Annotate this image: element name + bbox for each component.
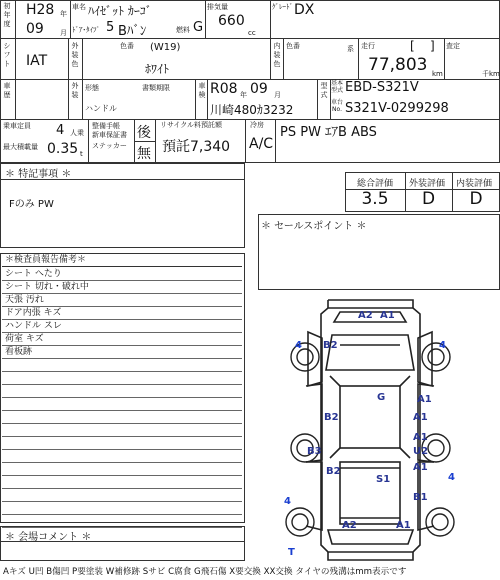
mark-g-roof: G (377, 392, 386, 403)
cc-unit: cc (248, 29, 256, 37)
sales-point-title: ＊ セールスポイント ＊ (261, 221, 367, 232)
payload-value: 0.35 (47, 141, 79, 157)
mark-b2-left: B2 (323, 340, 338, 351)
assessment-label: 査定 (446, 42, 460, 50)
mileage-value: 77,803 (368, 55, 428, 75)
color-name: ﾎﾜｲﾄ (145, 62, 170, 76)
tire-rr: 4 (448, 472, 455, 483)
history-label: 車歴 (3, 82, 11, 99)
month-unit: 月 (60, 29, 67, 37)
special-remarks-box (0, 163, 245, 248)
mark-b1: B1 (413, 492, 428, 503)
inspector-report-row: ハンドル スレ (2, 320, 242, 333)
inspector-report-title: ＊検査員報告備考＊ (2, 254, 242, 267)
fuel-value: G (193, 20, 204, 35)
mileage-brackets: [ ] (410, 39, 435, 53)
sales-point-box (258, 214, 500, 290)
year-unit: 年 (60, 10, 67, 18)
inspector-report-row: ドア内張 キズ (2, 307, 242, 320)
inspector-report-row (2, 359, 242, 372)
tire-rl: 4 (284, 496, 291, 507)
inspection-nen: 年 (240, 91, 247, 99)
inspector-report-row (2, 424, 242, 437)
car-name-label: 車名 (72, 3, 86, 11)
special-remarks-text: Fのみ PW (9, 199, 54, 210)
interior-color-label: 内装色 (273, 42, 281, 68)
capacity-unit: 人乗 (70, 129, 84, 137)
mark-s1: S1 (376, 474, 391, 485)
color-code: (W19) (150, 42, 181, 53)
inspection-month: 09 (250, 81, 268, 97)
equipment-list: PS PW ｴｱB ABS (280, 125, 377, 140)
special-remarks-title: ＊ 特記事項 ＊ (5, 169, 72, 180)
ac-label: 冷房 (250, 121, 264, 129)
grade-label: ｸﾞﾚｰﾄﾞ (272, 3, 293, 11)
inspector-report-row (2, 411, 242, 424)
overall-score: 3.5 (361, 189, 389, 209)
docs-deadline-label: 書類期限 (142, 84, 170, 92)
displacement-label: 排気量 (207, 3, 228, 11)
exterior-label: 外装 (71, 82, 79, 99)
mark-a1-rear: A1 (396, 520, 411, 531)
inspector-report-row: 看板跡 (2, 346, 242, 359)
inspector-report-row (2, 450, 242, 463)
inspector-report-row (2, 476, 242, 489)
interior-kei: 系 (347, 45, 354, 53)
inspector-report-row (2, 398, 242, 411)
recycle-label: リサイクル料預託額 (160, 121, 223, 129)
inspector-report-row: シート へたり (2, 268, 242, 281)
mark-b2-door: B2 (324, 412, 339, 423)
mark-a1-rear-right: A1 (413, 462, 428, 473)
warranty-label: 新車保証書 (92, 131, 127, 139)
first-reg-label: 初年度 (3, 2, 11, 28)
capacity-value: 4 (56, 123, 65, 138)
reg-year: H28 (26, 2, 55, 18)
doors-label: ﾄﾞｱ･ﾀｲﾌﾟ (72, 26, 100, 34)
displacement-value: 660 (218, 13, 245, 29)
doors-value: 5 (106, 20, 115, 35)
model-value: EBD-S321V (345, 80, 419, 95)
license-plate: 川崎480ｶ3232 (210, 103, 294, 117)
mark-a2-front: A2 (358, 310, 373, 321)
car-condition-diagram (270, 290, 500, 565)
exterior-score-label: 外装評価 (409, 179, 446, 189)
mileage-unit: km (432, 70, 443, 78)
inspector-report-row (2, 437, 242, 450)
tire-fr: 4 (439, 340, 446, 351)
capacity-label: 乗車定員 (3, 122, 31, 130)
mark-a2-rear: A2 (342, 520, 357, 531)
mark-a1-front: A1 (380, 310, 395, 321)
inspector-report-row: シート 切れ・破れ中 (2, 281, 242, 294)
mark-b2-rear: B2 (326, 466, 341, 477)
damage-legend: Aキズ U凹 B傷凹 P要塗装 W補修跡 Sサビ C腐食 G飛石傷 X要交換 XX交換 タイヤの残溝はmm表示です (3, 567, 407, 577)
interior-score-label: 内装評価 (456, 179, 493, 189)
inspection-era: R08 (210, 81, 238, 97)
sticker-value: 無 (137, 146, 151, 162)
mark-u2: U2 (413, 446, 429, 457)
type-side-label: 型式 (320, 82, 328, 99)
mark-b3: B3 (307, 446, 322, 457)
type-label: 形態 (85, 84, 99, 92)
tire-spare: T (288, 547, 295, 558)
inspector-report-row (2, 372, 242, 385)
car-name: ﾊｲｾﾞｯﾄ ｶｰｺﾞ (88, 4, 152, 18)
overall-score-label: 総合評価 (357, 179, 394, 189)
model-label: 基本型式 (331, 80, 344, 94)
recycle-value: 預託7,340 (162, 139, 231, 155)
body-type: Bﾊﾞﾝ (118, 24, 147, 39)
mark-a1-door1: A1 (413, 412, 428, 423)
handle-label: ハンドル (85, 104, 117, 113)
venue-comment-box (0, 526, 245, 561)
rear-value: 後 (137, 125, 151, 141)
interior-code-label: 色番 (286, 42, 300, 50)
tire-fl: 4 (295, 340, 302, 351)
mileage-label: 走行 (361, 42, 375, 50)
interior-score: D (469, 189, 483, 209)
shaken-label: 車検 (198, 82, 206, 99)
shift-label: シフト (3, 42, 11, 68)
inspector-report-row (2, 502, 242, 515)
shift-value: IAT (26, 53, 48, 69)
mark-a1-right: A1 (417, 394, 432, 405)
fuel-label: 燃料 (176, 26, 190, 34)
chassis-number: S321V-0299298 (345, 101, 449, 116)
color-code-label: 色番 (120, 42, 134, 50)
inspector-report-row (2, 489, 242, 502)
inspector-report-row: 天張 汚れ (2, 294, 242, 307)
exterior-score: D (421, 189, 436, 209)
ac-value: A/C (249, 136, 274, 152)
grade-value: DX (294, 2, 315, 18)
chassis-label: 車台No. (331, 99, 344, 113)
reg-month: 09 (26, 21, 44, 37)
inspector-report-row (2, 463, 242, 476)
payload-label: 最大積載量 (3, 143, 38, 151)
exterior-color-label: 外装色 (71, 42, 79, 68)
mark-a1-door2: A1 (413, 432, 428, 443)
inspector-report-row: 荷室 キズ (2, 333, 242, 346)
maintenance-label: 整備手帳 (92, 122, 120, 130)
payload-unit: t (80, 150, 83, 158)
inspection-tsuki: 月 (274, 91, 281, 99)
inspector-report-row (2, 385, 242, 398)
venue-comment-title: ＊ 会場コメント ＊ (5, 532, 92, 543)
sticker-label: ステッカー (92, 142, 127, 150)
assessment-unit: 千km (482, 70, 500, 78)
